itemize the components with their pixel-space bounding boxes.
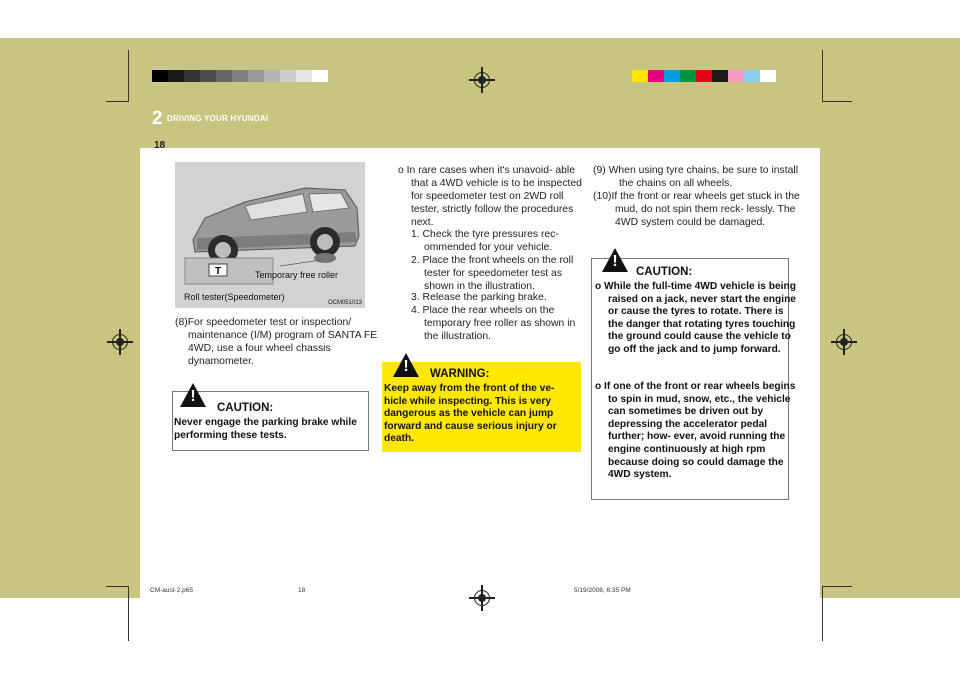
tester-label: Roll tester(Speedometer) (184, 292, 285, 302)
color-swatch (216, 70, 232, 82)
registration-mark-icon (474, 72, 490, 88)
color-swatch (744, 70, 760, 82)
color-swatch (280, 70, 296, 82)
color-swatch (184, 70, 200, 82)
crop-mark (822, 50, 823, 102)
color-swatch (648, 70, 664, 82)
crop-mark (128, 586, 129, 641)
crop-mark (822, 101, 852, 102)
caution-bullet-2: o If one of the front or rear wheels begins to spin in mud, snow, etc., the vehicle can sometimes be driven out by depressing the accelerator pedal further; how- ever, avoid running the engine continuously at high rpm because doing so could damage the 4WD system. (595, 381, 796, 481)
crop-mark (106, 101, 128, 102)
registration-mark-icon (112, 334, 128, 350)
caution-title: CAUTION: (636, 266, 693, 278)
color-swatch (712, 70, 728, 82)
roller-label: Temporary free roller (255, 270, 339, 280)
left-margin-band (0, 38, 140, 598)
color-swatch (728, 70, 744, 82)
footer-page: 18 (298, 587, 306, 594)
chapter-number: 2 (152, 108, 163, 129)
crop-mark (128, 50, 129, 102)
svg-text:T: T (214, 266, 222, 277)
figure-code: OCM051013 (327, 300, 362, 306)
item-10-text: (10)If the front or rear wheels get stuck in the mud, do not spin them reck- lessly. The 4WD system could be damaged. (593, 191, 800, 228)
caution-bullet-1: o While the full-time 4WD vehicle is being raised on a jack, never start the engine or cause the tyres to rotate. There is the danger that rotating tyres touching the ground could cause the vehicle to go off the jack and to jump forward. (595, 281, 796, 355)
warning-body: Keep away from the front of the ve- hicle while inspecting. This is very dangerous as the vehicle can jump forward and cause serious injury or death. (384, 383, 557, 445)
exclamation-icon: ! (403, 358, 409, 375)
caution-title: CAUTION: (217, 402, 274, 414)
caution-body: Never engage the parking brake while performing these tests. (174, 417, 357, 441)
color-swatch (312, 70, 328, 82)
color-swatch (632, 70, 648, 82)
page-number: 18 (154, 140, 166, 151)
item-9-text: (9) When using tyre chains, be sure to install the chains on all wheels. (593, 165, 799, 189)
step-4: 4. Place the rear wheels on the temporary free roller as shown in the illustration. (411, 305, 576, 342)
warning-title: WARNING: (430, 368, 490, 380)
intro-text: o In rare cases when it's unavoid- able that a 4WD vehicle is to be inspected for speedometer test on 2WD roll tester, strictly follow the procedures next. (398, 165, 582, 228)
crop-mark (822, 586, 823, 641)
crop-mark (106, 586, 128, 587)
color-swatch (760, 70, 776, 82)
vehicle-roll-tester-illustration (175, 162, 365, 308)
color-swatch (232, 70, 248, 82)
exclamation-icon: ! (190, 388, 196, 405)
header-band (0, 38, 960, 148)
color-swatch (296, 70, 312, 82)
exclamation-icon: ! (612, 253, 618, 270)
color-swatch (168, 70, 184, 82)
color-swatch (200, 70, 216, 82)
registration-mark-icon (474, 590, 490, 606)
color-swatch (664, 70, 680, 82)
color-swatch (696, 70, 712, 82)
color-swatch (152, 70, 168, 82)
footer-file: CM-aust-2.p65 (150, 587, 193, 594)
color-swatch (248, 70, 264, 82)
right-margin-band (820, 38, 960, 598)
vehicle-illustration (175, 162, 365, 308)
step-3: 3. Release the parking brake. (411, 292, 547, 303)
step-2: 2. Place the front wheels on the roll tester for speedometer test as shown in the illustration. (411, 255, 574, 292)
item-8-text: (8)For speedometer test or inspection/ maintenance (I/M) program of SANTA FE 4WD, use a four wheel chassis dynamometer. (175, 317, 378, 367)
registration-mark-icon (836, 334, 852, 350)
footer-date: 5/19/2008, 6:35 PM (574, 587, 631, 594)
step-1: 1. Check the tyre pressures rec- ommended for your vehicle. (411, 229, 559, 253)
color-swatch (680, 70, 696, 82)
crop-mark (822, 586, 852, 587)
color-swatch (264, 70, 280, 82)
chapter-title: DRIVING YOUR HYUNDAI (167, 114, 269, 123)
